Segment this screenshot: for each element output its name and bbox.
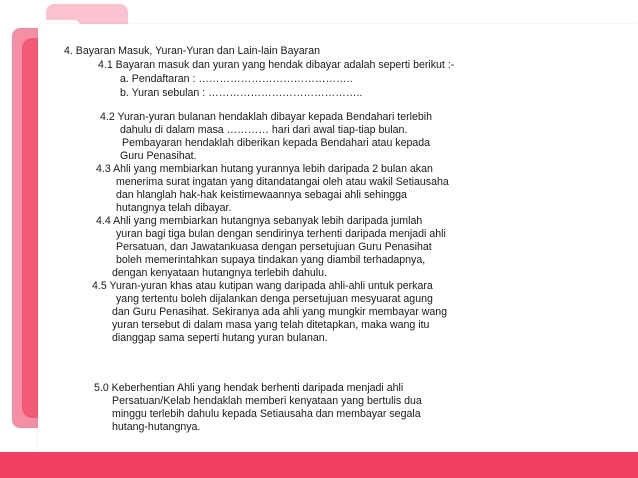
section-5-line3: minggu terlebih dahulu kepada Setiausaha dan membayar segala	[112, 408, 421, 420]
item-4-2-line4: Guru Penasihat.	[120, 150, 197, 162]
item-4-5-line3: dan Guru Penasihat. Sekiranya ada ahli yang mungkir membayar wang	[112, 306, 448, 318]
item-4-4-line3: Persatuan, dan Jawatankuasa dengan persetujuan Guru Penasihat	[116, 241, 432, 253]
item-4-4-line2: yuran bagi tiga bulan dengan sendirinya terhenti daripada menjadi ahli	[116, 228, 446, 240]
section-5-line2: Persatuan/Kelab hendaklah memberi kenyataan yang bertulis dua	[112, 395, 422, 407]
section-5-heading: 5.0 Keberhentian Ahli yang hendak berhenti daripada menjadi ahli	[94, 382, 404, 394]
item-4-3-line4: hutangnya telah dibayar.	[116, 202, 232, 214]
item-4-5-line2: yang tertentu boleh dijalankan denga persetujuan mesyuarat agung	[116, 293, 433, 305]
item-4-2-line3: Pembayaran hendaklah diberikan kepada Bendahari atau kepada	[122, 137, 431, 149]
item-4-1: 4.1 Bayaran masuk dan yuran yang hendak dibayar adalah seperti berikut :-	[98, 59, 455, 71]
item-4-5-line5: dianggap sama seperti hutang yuran bulanan.	[112, 332, 328, 344]
item-4-2: 4.2 Yuran-yuran bulanan hendaklah dibayar kepada Bendahari terlebih	[100, 111, 432, 123]
item-4-4-line4: boleh memerintahkan supaya tindakan yang diambil terhadapnya,	[116, 254, 426, 266]
item-4-5: 4.5 Yuran-yuran khas atau kutipan wang daripada ahli-ahli untuk perkara	[92, 280, 433, 292]
item-4-4-line5: dengan kenyataan hutangnya terlebih dahulu.	[112, 267, 327, 279]
item-4-3-line3: dan hlanglah hak-hak keistimewaannya sebagai ahli sehingga	[116, 189, 407, 201]
item-4-2-line2: dahulu di dalam masa ………… hari dari awal tiap-tiap bulan.	[120, 124, 408, 136]
footer-bar	[0, 452, 638, 478]
section-5-line4: hutang-hutangnya.	[112, 421, 201, 433]
item-4-5-line4: yuran tersebut di dalam masa yang telah ditetapkan, maka wang itu	[112, 319, 430, 331]
item-4-4: 4.4 Ahli yang membiarkan hutangnya sebanyak lebih daripada jumlah	[96, 215, 423, 227]
item-4-3: 4.3 Ahli yang membiarkan hutang yurannya lebih daripada 2 bulan akan	[96, 163, 433, 175]
item-4-1-a: a. Pendaftaran : ……………………………………..	[120, 73, 353, 85]
item-4-1-b: b. Yuran sebulan : ……………………………………..	[120, 87, 363, 99]
section-4-heading: 4. Bayaran Masuk, Yuran-Yuran dan Lain-lain Bayaran	[64, 45, 320, 57]
item-4-3-line2: menerima surat ingatan yang ditandatangai oleh atau wakil Setiausaha	[116, 176, 449, 188]
